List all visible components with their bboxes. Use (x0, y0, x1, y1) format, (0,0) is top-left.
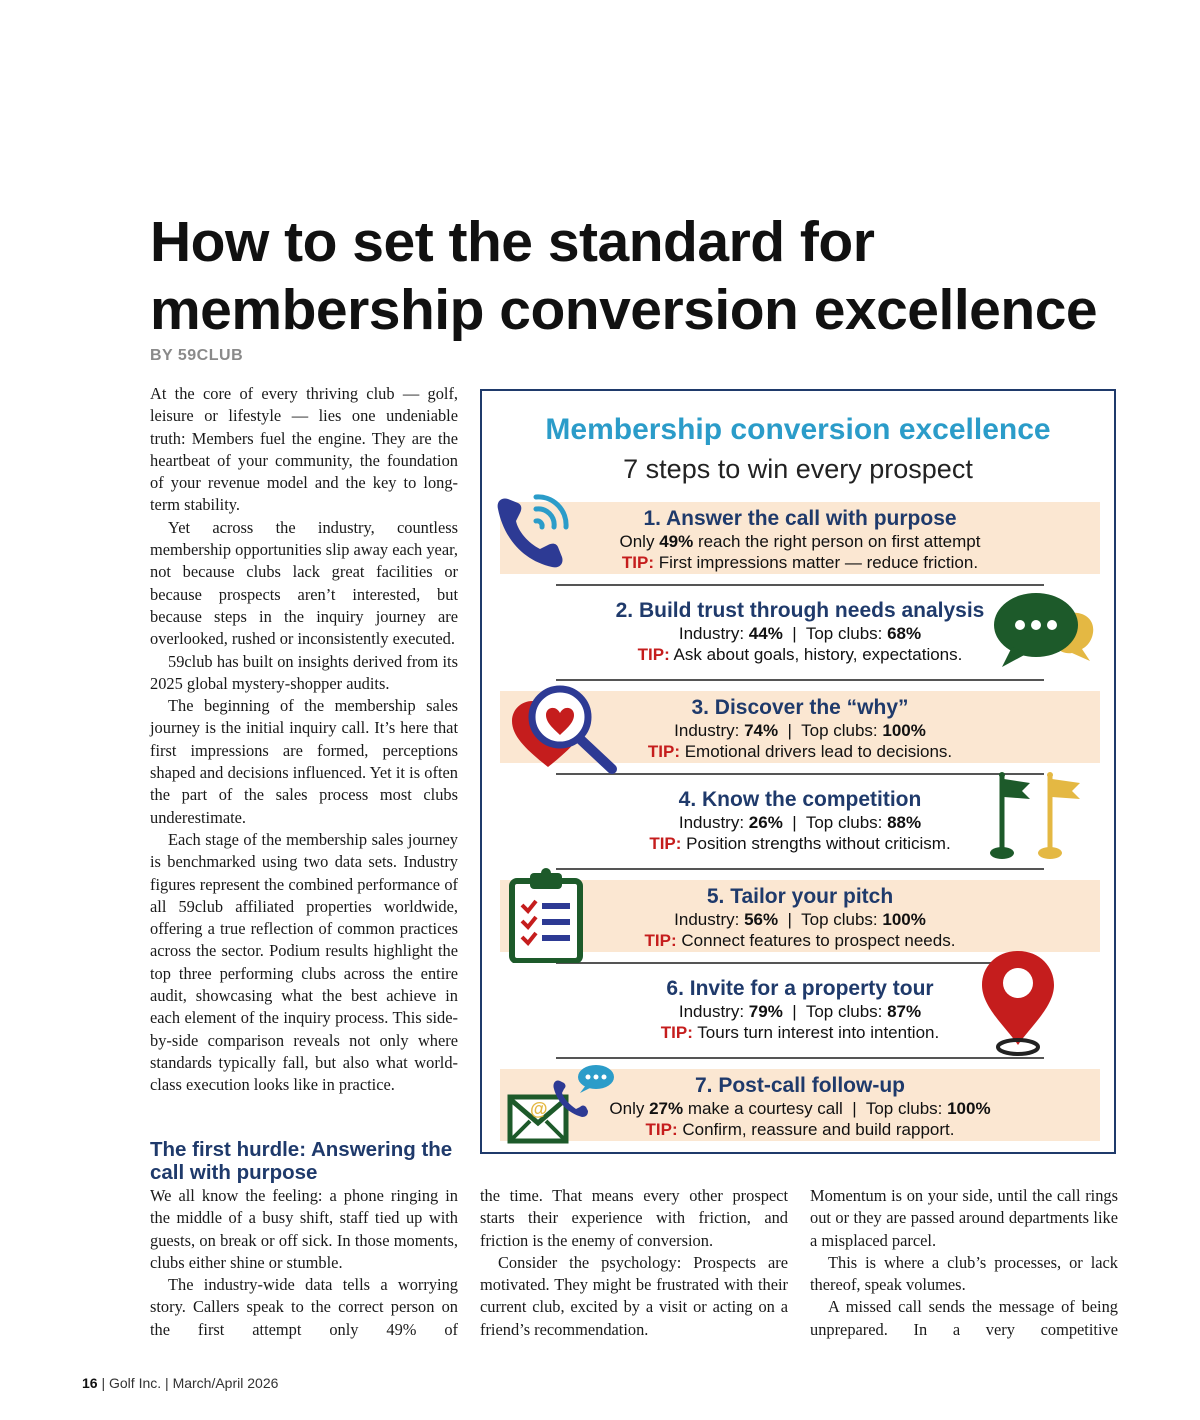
page-footer: 16 | Golf Inc. | March/April 2026 (82, 1375, 279, 1391)
paragraph: This is where a club’s processes, or lack thereof, speak volumes. (810, 1252, 1118, 1295)
infographic (480, 389, 1116, 1154)
byline: BY 59CLUB (150, 347, 244, 364)
paragraph: Momentum is on your side, until the call rings out or they are passed around departments like a misplaced parcel. (810, 1186, 1118, 1250)
divider (556, 773, 1044, 775)
step-title: 2. Build trust through needs analysis (615, 599, 985, 622)
step-5 (500, 880, 1100, 952)
infographic-subtitle: 7 steps to win every prospect (623, 454, 973, 484)
step-stat: Industry: 74% | Top clubs: 100% (674, 721, 926, 740)
headline (150, 208, 1150, 344)
paragraph: Consider the psychology: Prospects are motivated. They might be frustrated with their current club, excited by a visit or acting on a friend’s recommendation. (480, 1252, 788, 1339)
paragraph: the time. That means every other prospect starts their experience with friction, and friction is the enemy of conversion. (480, 1186, 788, 1250)
publication-name: Golf Inc. (109, 1375, 162, 1391)
step-tip: TIP: First impressions matter — reduce friction. (621, 553, 979, 572)
body-column-2 (480, 1185, 788, 1341)
clipboard-checklist-icon (506, 867, 586, 963)
headline-line-1: How to set the standard for (150, 210, 875, 274)
chat-bubbles-icon (992, 589, 1096, 679)
page-number: 16 (82, 1375, 98, 1391)
step-stat: Industry: 56% | Top clubs: 100% (674, 910, 926, 929)
body-column-3 (810, 1185, 1118, 1341)
body-column-1 (150, 383, 458, 1097)
step-tip: TIP: Emotional drivers lead to decisions. (647, 742, 953, 761)
step-tip: TIP: Tours turn interest into intention. (660, 1023, 940, 1042)
issue-date: March/April 2026 (172, 1375, 279, 1391)
golf-flags-icon (988, 771, 1092, 863)
step-title: 7. Post-call follow-up (694, 1074, 905, 1097)
paragraph: The industry-wide data tells a worrying story. Callers speak to the correct person on the first attempt only 49% of (150, 1275, 458, 1339)
step-1 (500, 502, 1100, 574)
paragraph: 59club has built on insights derived from its 2025 global mystery-shopper audits. (150, 651, 458, 693)
divider (556, 1057, 1044, 1059)
envelope-phone-icon (506, 1063, 616, 1147)
step-title: 5. Tailor your pitch (706, 885, 894, 908)
step-stat: Industry: 26% | Top clubs: 88% (678, 813, 922, 832)
step-title: 4. Know the competition (678, 788, 922, 811)
paragraph: Yet across the industry, countless membership opportunities slip away each year, not because clubs lack great facilities or because prospects aren’t interested, but because steps in the inquiry journey are overlooked, rushed or inconsistently executed. (150, 517, 458, 649)
svg-text:@: @ (530, 1099, 548, 1119)
phone-icon (488, 487, 578, 577)
paragraph: The beginning of the membership sales journey is the initial inquiry call. It’s here that first impressions are formed, perceptions shaped and decisions influenced. Yet it is often the part of the sales process most clubs underestimate. (150, 696, 458, 827)
step-tip: TIP: Ask about goals, history, expectations. (637, 645, 963, 664)
paragraph: A missed call sends the message of being unprepared. In a very competitive (810, 1297, 1118, 1339)
step-title: 1. Answer the call with purpose (643, 507, 957, 530)
step-tip: TIP: Confirm, reassure and build rapport. (645, 1120, 955, 1139)
paragraph: At the core of every thriving club — golf, leisure or lifestyle — lies one undeniable truth: Members fuel the engine. They are the heartbeat of your community, the foundation of your revenue model and the key to long-term stability. (150, 384, 458, 515)
paragraph: We all know the feeling: a phone ringing in the middle of a busy shift, staff tied up with guests, on break or off sick. In those moments, clubs either shine or stumble. (150, 1186, 458, 1272)
step-stat: Only 27% make a courtesy call | Top clubs: 100% (609, 1099, 991, 1118)
step-stat: Only 49% reach the right person on first attempt (619, 532, 981, 551)
divider (556, 868, 1044, 870)
divider (556, 584, 1044, 586)
infographic-title: Membership conversion excellence (545, 413, 1051, 446)
divider (556, 962, 1044, 964)
headline-line-2: membership conversion excellence (150, 278, 1098, 342)
section-subhead: The first hurdle: Answering the call with purpose (150, 1138, 453, 1184)
paragraph: Each stage of the membership sales journey is benchmarked using two data sets. Industry figures represent the combined performance of all 59club affiliated properties worldwide, offering a true reflection of common practices across the sector. Podium results highlight the top three performing clubs across the entire audit, showcasing what the best achieve in each element of the inquiry process. This side-by-side comparison reveals not only where standards typically fall, but also what world-class execution looks like in practice. (150, 829, 458, 1095)
location-pin-icon (978, 947, 1058, 1059)
step-stat: Industry: 44% | Top clubs: 68% (678, 624, 922, 643)
heart-magnifier-icon (508, 681, 628, 777)
step-title: 3. Discover the “why” (691, 696, 909, 719)
step-title: 6. Invite for a property tour (666, 977, 934, 1000)
step-stat: Industry: 79% | Top clubs: 87% (678, 1002, 922, 1021)
step-tip: TIP: Connect features to prospect needs. (644, 931, 956, 950)
body-column-1-continued (150, 1185, 458, 1341)
step-tip: TIP: Position strengths without criticism. (649, 834, 951, 853)
divider (556, 679, 1044, 681)
